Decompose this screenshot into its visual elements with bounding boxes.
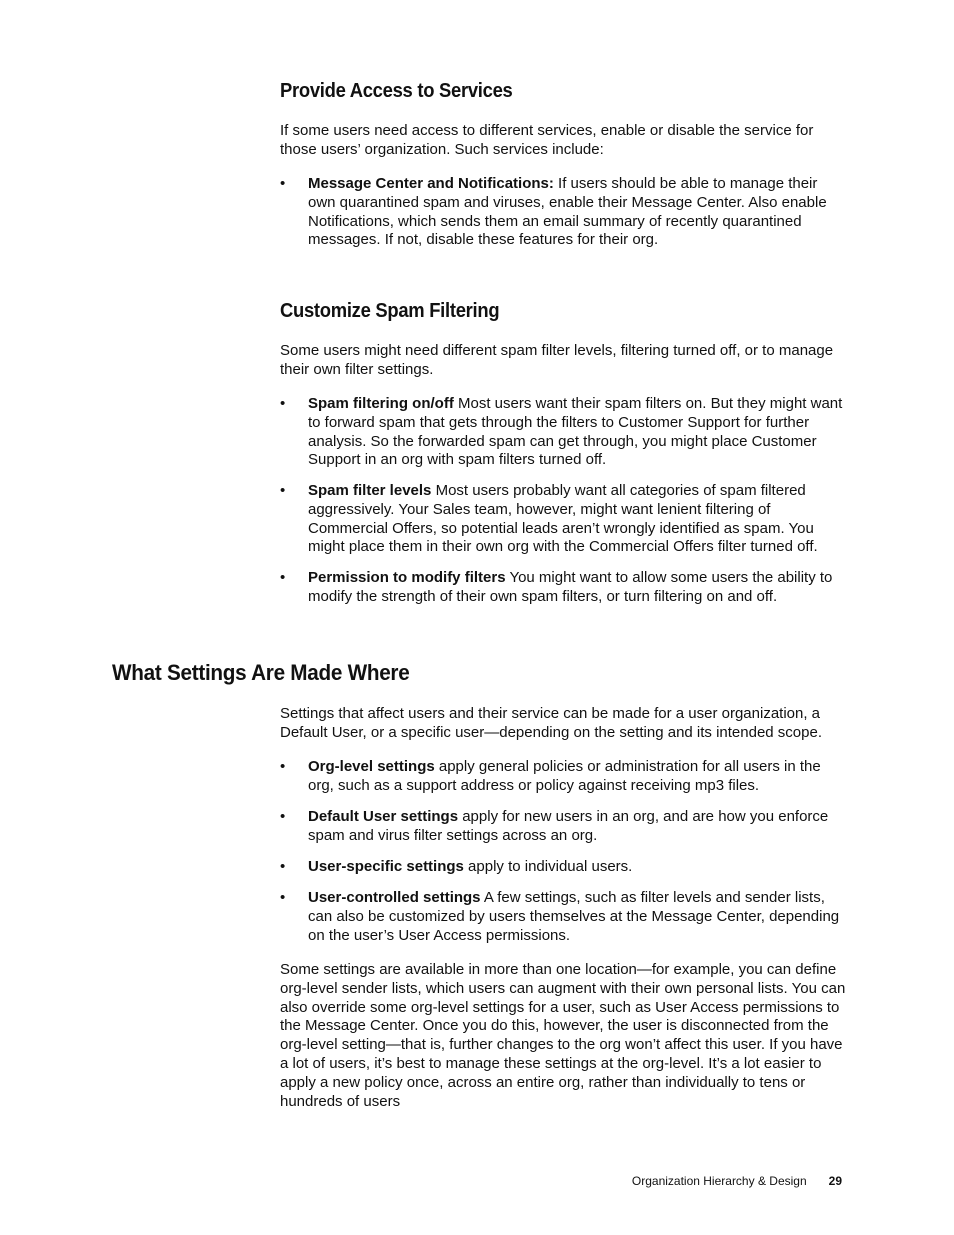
bullet-icon: • — [280, 889, 286, 906]
list-item-user-controlled — [280, 889, 846, 945]
list-item-body — [308, 395, 846, 470]
list-item-text: Most users probably want all categories of spam filtered aggressively. Your Sales team, however, might want lenient filtering of Commercial Offers, so potential leads aren’t wrongly identified as spam. You might place them in their own org with the Commercial Offers filter turned off. — [308, 482, 818, 556]
bullet-icon: • — [280, 482, 286, 499]
bullet-icon: • — [280, 808, 286, 825]
bullet-icon: • — [280, 758, 286, 775]
list-item-text: apply general policies or administration for all users in the org, such as a support address or policy against receiving mp3 files. — [308, 758, 821, 794]
list-item-body — [308, 858, 846, 877]
list-item-org-level — [280, 758, 846, 796]
list-item-text: apply to individual users. — [463, 858, 633, 875]
list-item-term: Permission to modify filters — [308, 569, 506, 586]
page-number: 29 — [828, 1174, 842, 1188]
settings-intro-paragraph: Settings that affect users and their service can be made for a user organization, a Default User, or a specific user—depending on the setting and its intended scope. — [280, 705, 822, 741]
list-item-user-specific — [280, 858, 846, 877]
spam-intro-paragraph: Some users might need different spam filter levels, filtering turned off, or to manage their own filter settings. — [280, 342, 834, 378]
heading-provide-access: Provide Access to Services — [280, 80, 513, 102]
list-item-text: If users should be able to manage their own quarantined spam and viruses, enable their Message Center. Also enable Notifications, which sends them an email summary of recently quarantined messages. If not, disable these features for their org. — [308, 175, 827, 249]
bullet-icon: • — [280, 395, 286, 412]
settings-closing-paragraph: Some settings are available in more than one location—for example, you can define org-level sender lists, which users can augment with their own personal lists. You can also override some org-level settings for a user, such as User Access permissions to the Message Center. Once you do this, however, the user is disconnected from the org-level setting—that is, further changes to the org won’t affect this user. If you have a lot of users, it’s best to manage these settings at the org-level. It’s a lot easier to apply a new policy once, across an entire org, rather than individually to tens or hundreds of users — [280, 961, 846, 1110]
list-item-term: User-specific settings — [308, 858, 464, 875]
list-item-default-user — [280, 808, 846, 846]
list-item-body — [308, 889, 846, 945]
bullet-icon: • — [280, 569, 286, 586]
access-intro-paragraph: If some users need access to different services, enable or disable the service for those users’ organization. Such services include: — [280, 122, 814, 158]
list-item-text: Most users want their spam filters on. But they might want to forward spam that gets through the filters to Customer Support for further analysis. So the forwarded spam can get through, you might place Customer Support in an org with spam filters turned off. — [308, 395, 843, 469]
bullet-icon: • — [280, 175, 286, 192]
list-item-term: Spam filter levels — [308, 482, 432, 499]
heading-customize-spam: Customize Spam Filtering — [280, 300, 500, 322]
footer-section-name: Organization Hierarchy & Design — [631, 1174, 807, 1188]
list-item-spam-on-off — [280, 395, 846, 470]
list-item-term: Spam filtering on/off — [308, 395, 454, 412]
list-item-spam-levels — [280, 482, 846, 557]
list-item-modify-filters — [280, 569, 846, 607]
list-item-term: User-controlled settings — [308, 889, 481, 906]
heading-what-settings: What Settings Are Made Where — [112, 660, 410, 685]
list-item-text: apply for new users in an org, and are how you enforce spam and virus filter settings across an org. — [308, 808, 829, 844]
list-item-term: Org-level settings — [308, 758, 435, 775]
list-item-body — [308, 808, 846, 846]
list-item-text: You might want to allow some users the ability to modify the strength of their own spam filters, or turn filtering on and off. — [308, 569, 833, 605]
list-item-term: Message Center and Notifications: — [308, 175, 554, 192]
page-footer — [632, 1174, 842, 1189]
list-item-body — [308, 569, 846, 607]
bullet-icon: • — [280, 858, 286, 875]
list-item-message-center — [280, 175, 846, 250]
list-item-term: Default User settings — [308, 808, 459, 825]
list-item-body — [308, 175, 846, 250]
list-item-body — [308, 482, 846, 557]
list-item-text: A few settings, such as filter levels and sender lists, can also be customized by users themselves at the Message Center, depending on the user’s User Access permissions. — [308, 889, 840, 944]
list-item-body — [308, 758, 846, 796]
